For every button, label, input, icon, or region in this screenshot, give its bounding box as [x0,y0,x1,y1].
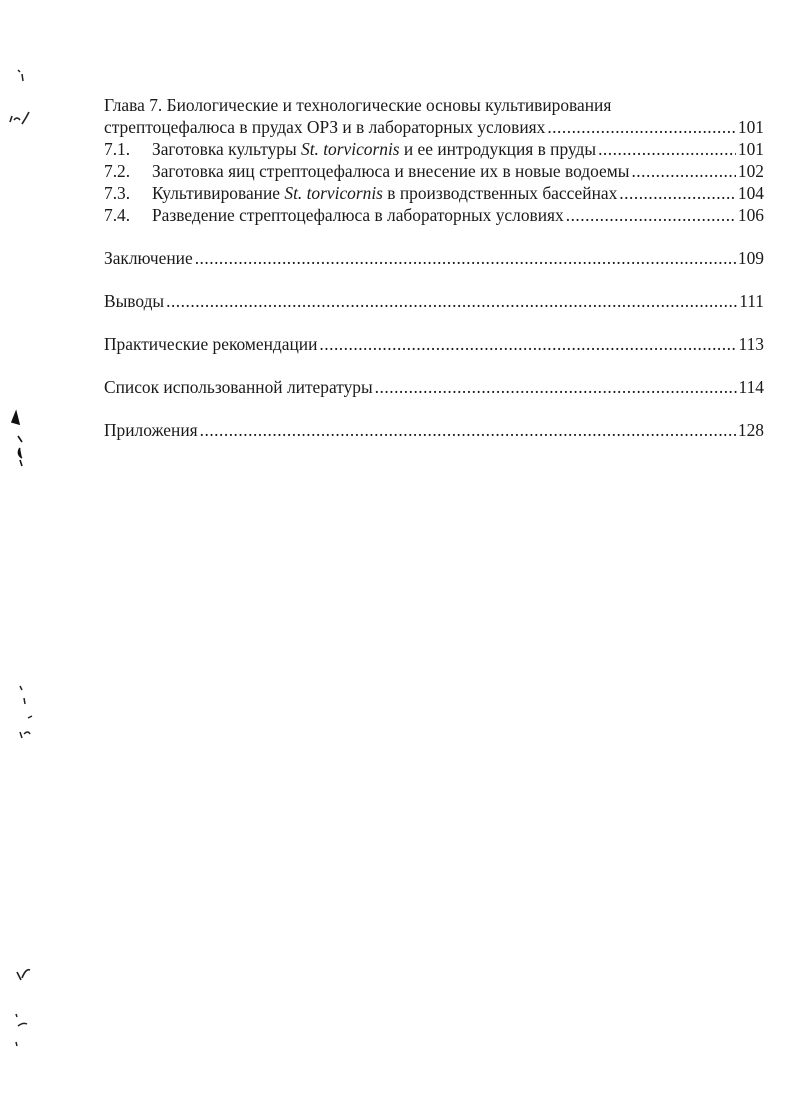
margin-handwriting-mark [8,408,30,468]
subsection-number: 7.4. [104,205,131,225]
leader-dots [166,290,737,312]
chapter-7-title-line2: стрептоцефалюса в прудах ОРЗ и в лабораторных условиях [104,117,546,137]
toc-entry-appendices: Приложения ..... 128 [104,419,764,441]
page-number: 128 [737,420,764,440]
page-number: 101 [737,117,764,137]
margin-handwriting-mark [12,66,34,84]
page-number: 101 [737,139,764,159]
subsection-number: 7.1. [104,139,131,159]
leader-dots [547,116,736,138]
toc-entry-references: Список использованной литературы ..... 114 [104,376,764,398]
subsection-title: Заготовка яиц стрептоцефалюса и внесение их в новые водоемы [152,161,630,181]
margin-handwriting-mark [8,110,30,128]
toc-entry-recommendations: Практические рекомендации ..... 113 [104,333,764,355]
chapter-7-title-line1: Глава 7. Биологические и технологические основы культивирования [104,95,612,115]
toc-entry-conclusion: Заключение ..... 109 [104,247,764,269]
leader-dots [200,419,736,441]
subsection-title: Культивирование St. torvicornis в производственных бассейнах [152,183,618,203]
subsection-entry [104,204,764,226]
page-number: 109 [737,248,764,268]
margin-handwriting-mark [16,682,38,742]
subsection-entry [104,182,764,204]
leader-dots [375,376,737,398]
margin-handwriting-mark [10,1010,32,1050]
margin-handwriting-mark [14,966,36,984]
page-number: 114 [738,377,764,397]
table-of-contents [104,94,764,441]
chapter-7-entry [104,116,764,138]
page-number: 106 [737,205,764,225]
leader-dots [195,247,736,269]
page-number: 111 [739,291,764,311]
leader-dots [631,160,735,182]
toc-entry-findings: Выводы ..... 111 [104,290,764,312]
leader-dots [566,204,736,226]
subsection-number: 7.2. [104,161,131,181]
leader-dots [319,333,736,355]
subsection-entry [104,160,764,182]
page-number: 113 [738,334,764,354]
subsection-title: Заготовка культуры St. torvicornis и ее интродукция в пруды [152,139,597,159]
leader-dots [619,182,736,204]
subsection-number: 7.3. [104,183,131,203]
leader-dots [598,138,736,160]
page-number: 104 [737,183,764,203]
subsection-title: Разведение стрептоцефалюса в лабораторных условиях [152,205,564,225]
subsection-entry [104,138,764,160]
page-number: 102 [737,161,764,181]
